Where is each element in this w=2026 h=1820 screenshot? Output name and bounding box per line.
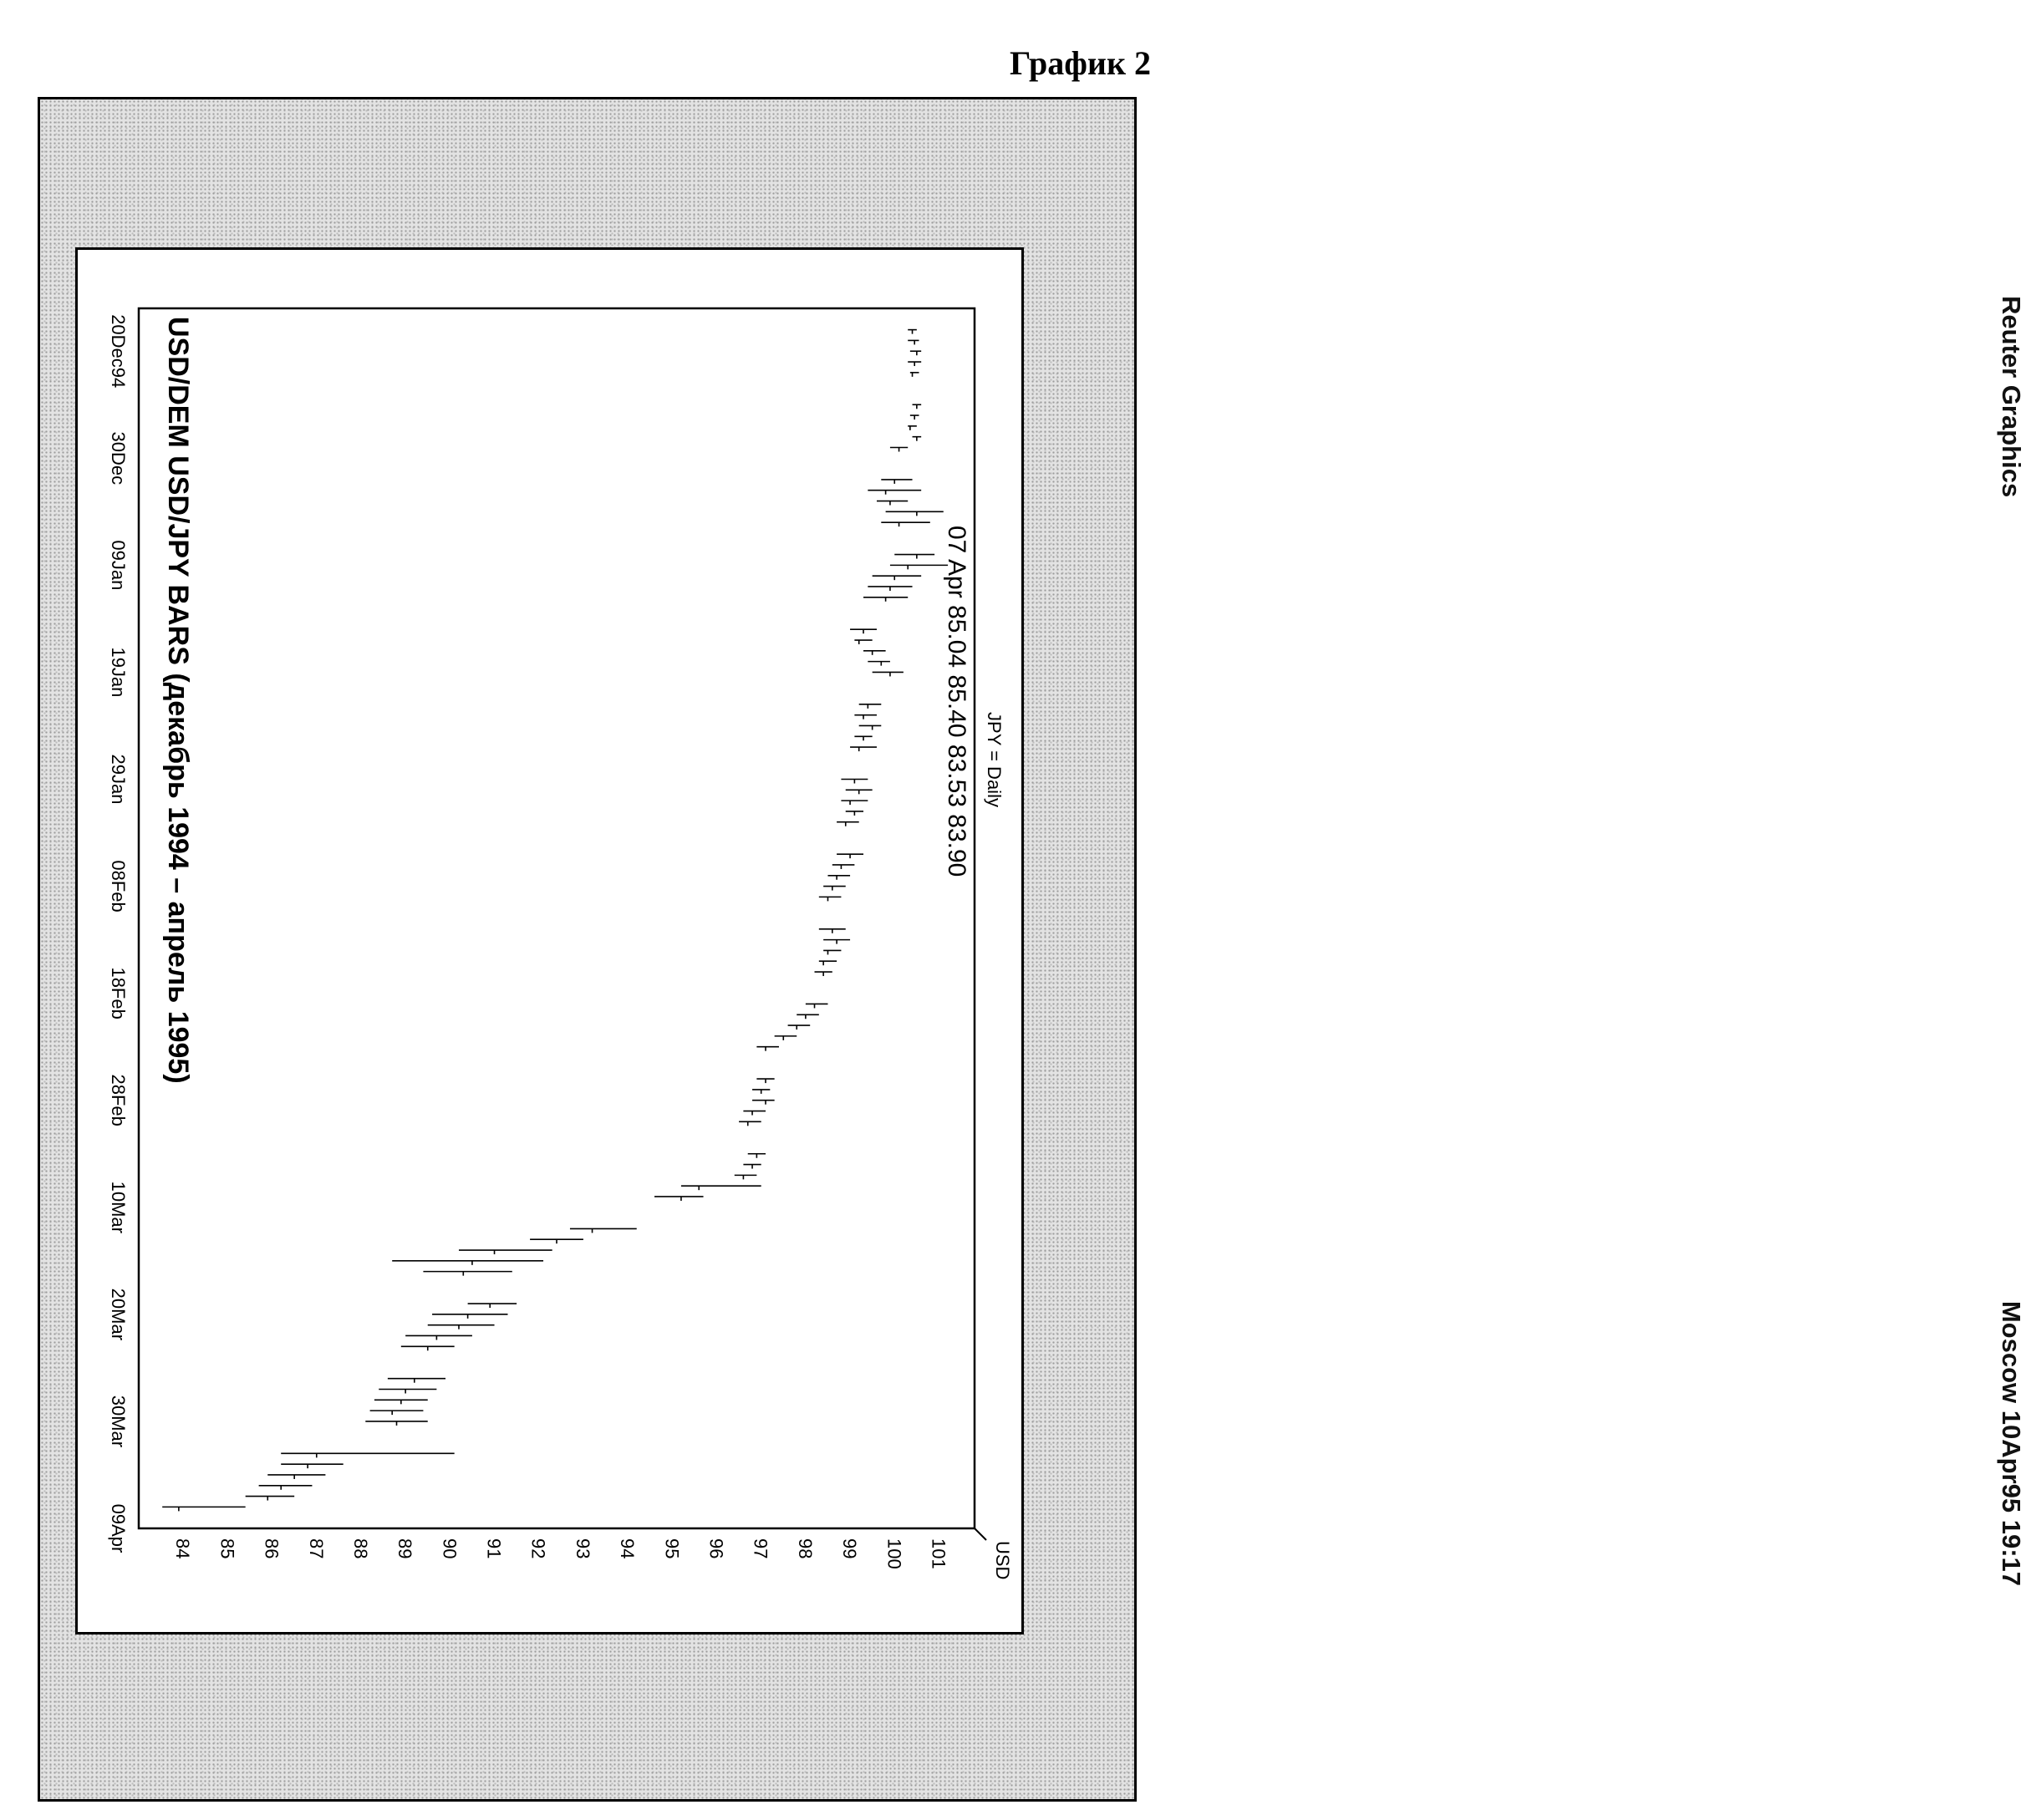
ohlc-bar	[859, 725, 882, 730]
ohlc-bar	[823, 940, 850, 944]
ohlc-bar	[854, 715, 877, 719]
y-tick-label: 100	[883, 1538, 905, 1569]
x-tick-label: 30Dec	[108, 431, 129, 486]
ohlc-bar	[819, 929, 846, 933]
ohlc-bar	[863, 597, 908, 602]
y-tick-label: 86	[261, 1538, 283, 1559]
x-tick-label: 20Mar	[108, 1288, 129, 1341]
y-tick-label: 85	[216, 1538, 238, 1559]
ohlc-bar	[854, 736, 872, 740]
ohlc-bar	[432, 1314, 507, 1319]
ohlc-bar	[423, 1272, 512, 1276]
ohlc-bar	[468, 1304, 517, 1308]
ohlc-bar	[877, 501, 908, 506]
ohlc-bar	[246, 1497, 295, 1501]
ohlc-bar	[530, 1239, 583, 1243]
y-tick-label: 90	[439, 1538, 461, 1559]
ohlc-bar	[890, 565, 948, 569]
ohlc-bar	[873, 672, 904, 676]
ohlc-bar	[797, 1014, 819, 1019]
ohlc-bar	[908, 340, 919, 344]
ohlc-chart	[78, 250, 1021, 1632]
ohlc-bar	[850, 747, 877, 751]
ohlc-bar	[846, 811, 863, 816]
x-axis	[108, 314, 129, 1553]
y-tick-label: 96	[705, 1538, 727, 1559]
ohlc-bar	[815, 972, 832, 976]
ohlc-bar	[854, 640, 872, 644]
ohlc-bar	[681, 1186, 761, 1190]
corner-tick	[975, 1528, 986, 1540]
ohlc-bar	[259, 1486, 313, 1490]
x-tick-label: 09Apr	[108, 1503, 129, 1553]
ohlc-bar	[846, 790, 873, 794]
ohlc-bar	[756, 1079, 774, 1083]
ohlc-bar	[832, 865, 855, 869]
ohlc-bar	[823, 950, 841, 954]
ohlc-bar	[894, 555, 934, 559]
rotated-chart-panel	[75, 247, 2026, 1634]
y-tick-label: 92	[527, 1538, 549, 1559]
ohlc-bar	[752, 1090, 770, 1094]
y-tick-label: 101	[928, 1538, 949, 1569]
y-tick-label: 99	[839, 1538, 861, 1559]
ohlc-bar	[735, 1175, 757, 1179]
ohlc-bar	[881, 480, 912, 484]
y-tick-label: 87	[305, 1538, 327, 1559]
ohlc-bar	[281, 1464, 343, 1468]
ohlc-bar	[370, 1411, 424, 1415]
ohlc-bar	[868, 662, 890, 666]
y-tick-label: 88	[349, 1538, 371, 1559]
unit-label: USD	[992, 1541, 1013, 1580]
x-tick-label: 18Feb	[108, 967, 129, 1019]
x-tick-label: 20Dec94	[108, 314, 129, 389]
ohlc-bar	[819, 897, 842, 901]
ohlc-bar	[886, 511, 944, 516]
x-tick-label: 29Jan	[108, 754, 129, 805]
x-tick-label: 28Feb	[108, 1074, 129, 1126]
ohlc-bar	[752, 1101, 775, 1105]
last-quote: 07 Apr 85.04 85.40 83.53 83.90	[943, 526, 970, 877]
ohlc-bar	[570, 1228, 637, 1233]
ohlc-bar	[837, 822, 859, 826]
ohlc-bar	[823, 887, 846, 891]
ohlc-bar	[788, 1025, 811, 1029]
ohlc-bar	[743, 1165, 761, 1169]
y-tick-label: 84	[172, 1538, 194, 1559]
ohlc-bar	[827, 876, 850, 880]
x-tick-label: 08Feb	[108, 860, 129, 913]
ohlc-bar	[841, 780, 868, 784]
ohlc-bar	[739, 1121, 761, 1126]
ohlc-bar	[743, 1111, 766, 1116]
ohlc-bar	[775, 1036, 797, 1040]
ohlc-bar	[910, 415, 919, 419]
x-tick-label: 30Mar	[108, 1395, 129, 1448]
ohlc-bar	[267, 1475, 325, 1479]
y-tick-label: 98	[794, 1538, 816, 1559]
ohlc-bar	[908, 330, 917, 334]
plot-frame	[139, 308, 975, 1528]
y-tick-label: 97	[750, 1538, 771, 1559]
ohlc-bar	[859, 704, 882, 709]
x-tick-label: 09Jan	[108, 540, 129, 591]
ohlc-bar	[379, 1390, 436, 1394]
ohlc-bar	[868, 587, 912, 591]
chart-title: USD/DEM USD/JPY BARS (декабрь 1994 – апрель 1995)	[162, 317, 194, 1084]
ohlc-bar	[913, 437, 922, 441]
ohlc-bar	[819, 961, 837, 965]
ohlc-bar	[910, 351, 921, 355]
ohlc-bar	[405, 1335, 472, 1340]
ohlc-bar	[756, 1047, 779, 1051]
ohlc-bar	[392, 1261, 543, 1265]
ohlc-bar	[863, 651, 886, 655]
y-tick-label: 95	[661, 1538, 683, 1559]
ohlc-bar	[908, 426, 917, 430]
y-axis	[172, 1538, 949, 1569]
y-tick-label: 91	[483, 1538, 505, 1559]
ohlc-bar	[365, 1421, 427, 1426]
page-label: График 2	[1010, 44, 1151, 82]
ohlc-bar	[908, 362, 921, 366]
ohlc-bar	[850, 629, 877, 633]
ohlc-bar	[837, 854, 863, 858]
y-tick-label: 94	[617, 1538, 639, 1559]
ohlc-bar	[841, 801, 868, 805]
ohlc-bar	[281, 1453, 454, 1457]
ohlc-bar	[890, 447, 908, 451]
ohlc-bar	[374, 1400, 428, 1404]
ohlc-bar	[873, 576, 922, 580]
ohlc-bar	[806, 1004, 828, 1008]
timestamp-label: Moscow 10Apr95 19:17	[1997, 1300, 2026, 1586]
x-tick-label: 19Jan	[108, 647, 129, 698]
ohlc-bar	[428, 1325, 495, 1329]
ohlc-bar	[162, 1507, 245, 1511]
ohlc-bar	[459, 1250, 552, 1254]
brand-label: Reuter Graphics	[1997, 296, 2026, 498]
ohlc-bar	[388, 1379, 445, 1383]
ohlc-bar	[881, 522, 930, 526]
y-tick-label: 93	[572, 1538, 593, 1559]
ohlc-bar	[910, 373, 919, 377]
ohlc-bar	[748, 1154, 766, 1158]
ohlc-bar	[913, 404, 922, 409]
ohlc-bar	[401, 1346, 455, 1350]
bars-group	[162, 330, 948, 1512]
x-tick-label: 10Mar	[108, 1181, 129, 1233]
series-label: JPY = Daily	[984, 712, 1005, 807]
y-tick-label: 89	[395, 1538, 416, 1559]
ohlc-bar	[868, 491, 921, 495]
ohlc-bar	[654, 1197, 704, 1201]
